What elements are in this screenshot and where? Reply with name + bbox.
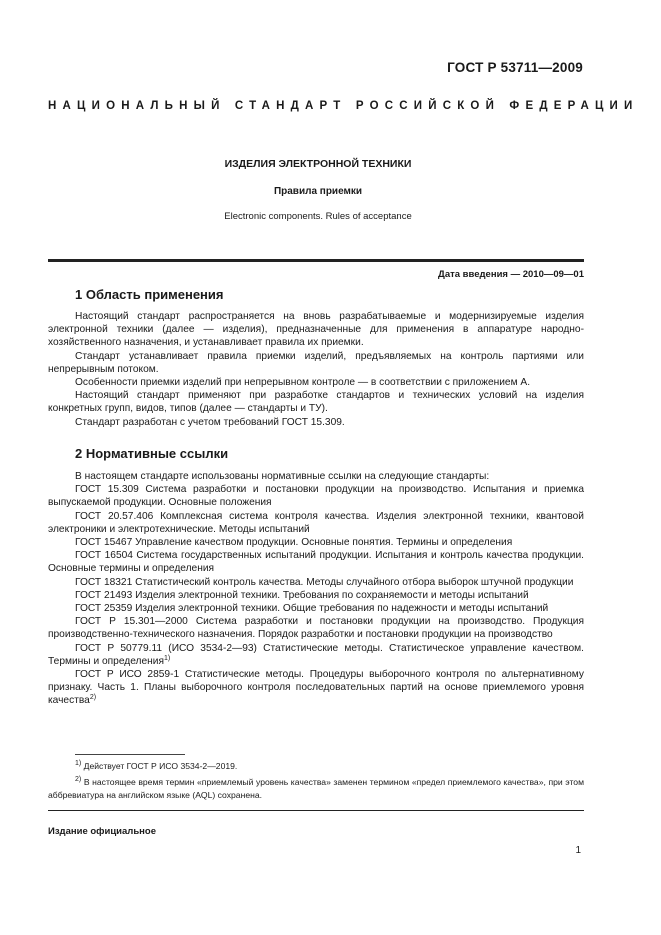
standard-number: ГОСТ Р 53711—2009 bbox=[447, 60, 583, 75]
footnote-text: Действует ГОСТ Р ИСО 3534-2—2019. bbox=[81, 761, 238, 771]
normative-reference: ГОСТ 21493 Изделия электронной техники. Требования по сохраняемости и методы испытаний bbox=[75, 589, 529, 601]
footnote-marker[interactable]: 1) bbox=[163, 654, 171, 662]
page-number: 1 bbox=[575, 845, 581, 856]
section-1-paragraph: Настоящий стандарт применяют при разработке стандартов и технических условий на изделия конкретных групп, видов, типов (далее — стандарты и ТУ). bbox=[48, 390, 584, 415]
normative-reference: ГОСТ 15.309 Система разработки и постановки продукции на производство. Испытания и приемка выпускаемой продукции. Основные положения bbox=[48, 484, 584, 509]
normative-reference bbox=[48, 668, 584, 708]
edition-divider bbox=[48, 810, 584, 811]
title-divider-thin bbox=[48, 261, 584, 262]
section-1-paragraph: Стандарт разработан с учетом требований ГОСТ 15.309. bbox=[75, 416, 345, 428]
document-subtitle: Правила приемки bbox=[273, 186, 363, 197]
section-1-heading: 1 Область применения bbox=[75, 287, 224, 302]
footnote-divider bbox=[75, 754, 185, 755]
normative-reference bbox=[48, 642, 584, 668]
section-2-body bbox=[48, 470, 584, 708]
footnote-text: В настоящее время термин «приемлемый уровень качества» заменен термином «предел приемлемого качества», при этом аббревиатура на английском языке (AQL) сохранена. bbox=[48, 777, 584, 800]
footnote-marker[interactable]: 2) bbox=[89, 694, 97, 702]
section-2-intro: В настоящем стандарте использованы нормативные ссылки на следующие стандарты: bbox=[75, 471, 490, 482]
national-standard-banner: НАЦИОНАЛЬНЫЙ СТАНДАРТ РОССИЙСКОЙ ФЕДЕРАЦИИ bbox=[48, 100, 639, 112]
normative-reference: ГОСТ 15467 Управление качеством продукции. Основные понятия. Термины и определения bbox=[75, 537, 513, 549]
normative-reference: ГОСТ 20.57.406 Комплексная система контроля качества. Изделия электронной техники, квантовой электроники и электротехнические. Методы испытаний bbox=[48, 510, 584, 535]
section-1-paragraph: Настоящий стандарт распространяется на вновь разрабатываемые и модернизируемые изделия электронной техники (далее — изделия), предназначенные для применения в аппаратуре народно-хозяйственного назначения, и устанавливает правила их приемки. bbox=[48, 311, 584, 349]
document-title: ИЗДЕЛИЯ ЭЛЕКТРОННОЙ ТЕХНИКИ bbox=[224, 158, 412, 170]
footnotes bbox=[48, 760, 584, 802]
footnote-number: 2) bbox=[75, 776, 82, 783]
section-1-paragraph: Особенности приемки изделий при непрерывном контроле — в соответствии с приложением А. bbox=[75, 377, 531, 389]
normative-reference: ГОСТ Р 15.301—2000 Система разработки и постановки продукции на производство. Продукция производственно-технического назначения. Порядок разработки и постановки продукции на производство bbox=[48, 616, 584, 641]
footnote-1 bbox=[48, 760, 584, 773]
section-1-paragraph: Стандарт устанавливает правила приемки изделий, предъявляемых на контроль партиями или непрерывным потоком. bbox=[48, 350, 584, 375]
normative-reference: ГОСТ 16504 Система государственных испытаний продукции. Испытания и контроль качества продукции. Основные термины и определения bbox=[48, 550, 584, 575]
reference-text: ГОСТ Р ИСО 2859-1 Статистические методы. Процедуры выборочного контроля по альтернативному признаку. Часть 1. Планы выборочного контроля последовательных партий на основе приемлемого уровня качества bbox=[48, 669, 584, 707]
section-1-body bbox=[48, 310, 584, 429]
normative-reference: ГОСТ 18321 Статистический контроль качества. Методы случайного отбора выборок штучной продукции bbox=[75, 576, 574, 588]
footnote-number: 1) bbox=[75, 760, 82, 767]
normative-reference: ГОСТ 25359 Изделия электронной техники. Общие требования по надежности и методы испытаний bbox=[75, 603, 549, 615]
edition-label: Издание официальное bbox=[48, 826, 156, 837]
section-2-heading: 2 Нормативные ссылки bbox=[75, 446, 229, 461]
footnote-2 bbox=[48, 776, 584, 802]
introduction-date: Дата введения — 2010—09—01 bbox=[438, 269, 584, 280]
reference-text: ГОСТ Р 50779.11 (ИСО 3534-2—93) Статистические методы. Статистическое управление качеством. Термины и определения bbox=[48, 642, 584, 667]
document-title-english: Electronic components. Rules of acceptance bbox=[224, 211, 412, 222]
